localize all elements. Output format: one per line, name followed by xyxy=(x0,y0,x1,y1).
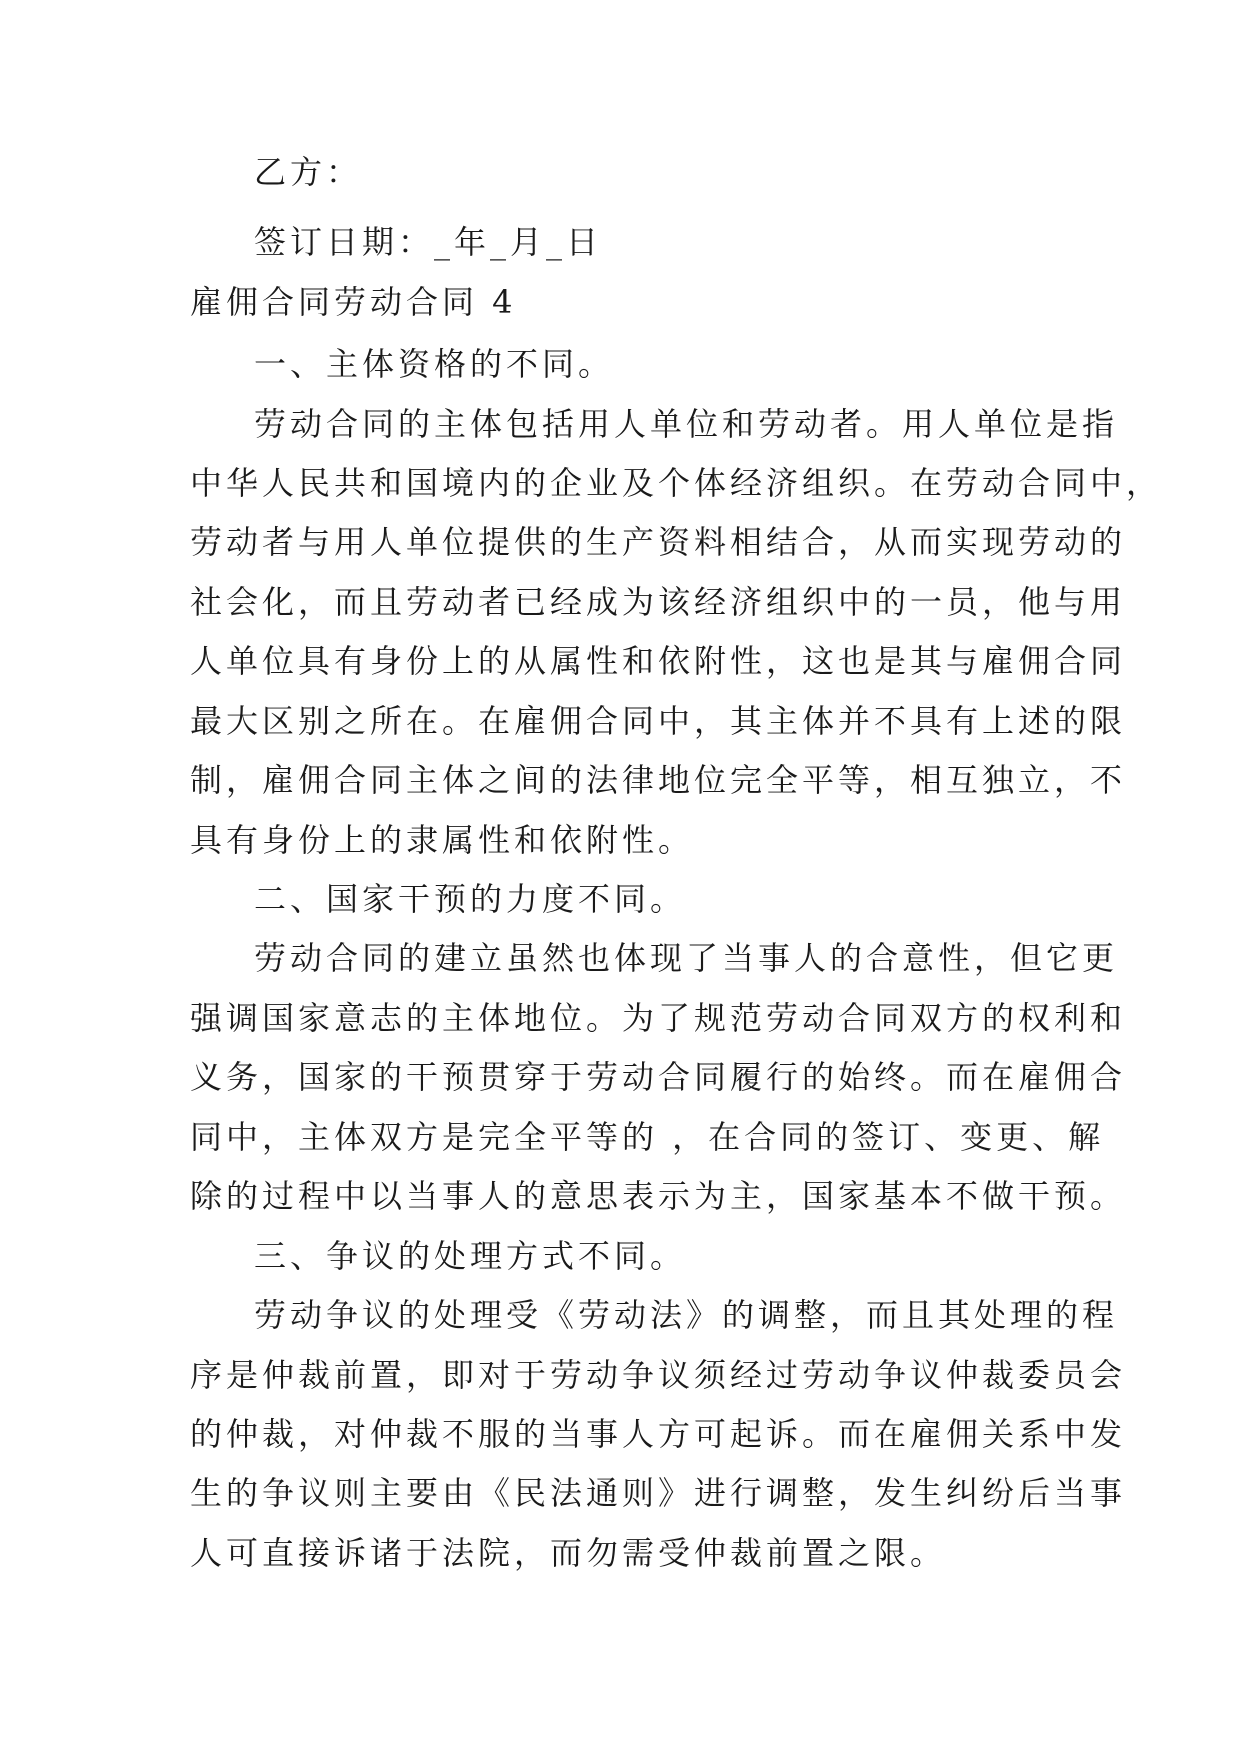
paragraph-line: 序是仲裁前置，即对于劳动争议须经过劳动争议仲裁委员会 xyxy=(190,1356,1127,1394)
paragraph-line: 劳动合同的建立虽然也体现了当事人的合意性，但它更 xyxy=(254,939,1119,977)
paragraph-line: 生的争议则主要由《民法通则》进行调整，发生纠纷后当事 xyxy=(190,1474,1127,1512)
paragraph-line: 中华人民共和国境内的企业及个体经济组织。在劳动合同中， xyxy=(190,464,1163,502)
section-heading-1: 一、主体资格的不同。 xyxy=(254,345,615,383)
paragraph-line: 同中，主体双方是完全平等的 ，在合同的签订、变更、解 xyxy=(190,1118,1105,1156)
paragraph-line: 人可直接诉诸于法院，而勿需受仲裁前置之限。 xyxy=(190,1534,947,1572)
paragraph-line: 人单位具有身份上的从属性和依附性，这也是其与雇佣合同 xyxy=(190,642,1127,680)
party-b-label: 乙方： xyxy=(254,153,363,191)
paragraph-line: 劳动者与用人单位提供的生产资料相结合，从而实现劳动的 xyxy=(190,523,1127,561)
paragraph-line: 的仲裁，对仲裁不服的当事人方可起诉。而在雇佣关系中发 xyxy=(190,1415,1127,1453)
document-title: 雇佣合同劳动合同 4 xyxy=(190,283,517,321)
paragraph-line: 除的过程中以当事人的意思表示为主，国家基本不做干预。 xyxy=(190,1177,1127,1215)
paragraph-line: 劳动争议的处理受《劳动法》的调整，而且其处理的程 xyxy=(254,1296,1119,1334)
section-heading-3: 三、争议的处理方式不同。 xyxy=(254,1237,687,1275)
paragraph-line: 劳动合同的主体包括用人单位和劳动者。用人单位是指 xyxy=(254,405,1119,443)
paragraph-line: 制，雇佣合同主体之间的法律地位完全平等，相互独立，不 xyxy=(190,761,1127,799)
paragraph-line: 强调国家意志的主体地位。为了规范劳动合同双方的权利和 xyxy=(190,999,1127,1037)
section-heading-2: 二、国家干预的力度不同。 xyxy=(254,880,687,918)
sign-date: 签订日期：_年_月_日 xyxy=(254,223,603,261)
paragraph-line: 义务，国家的干预贯穿于劳动合同履行的始终。而在雇佣合 xyxy=(190,1058,1127,1096)
paragraph-line: 最大区别之所在。在雇佣合同中，其主体并不具有上述的限 xyxy=(190,702,1127,740)
paragraph-line: 具有身份上的隶属性和依附性。 xyxy=(190,821,695,859)
paragraph-line: 社会化，而且劳动者已经成为该经济组织中的一员，他与用 xyxy=(190,583,1127,621)
